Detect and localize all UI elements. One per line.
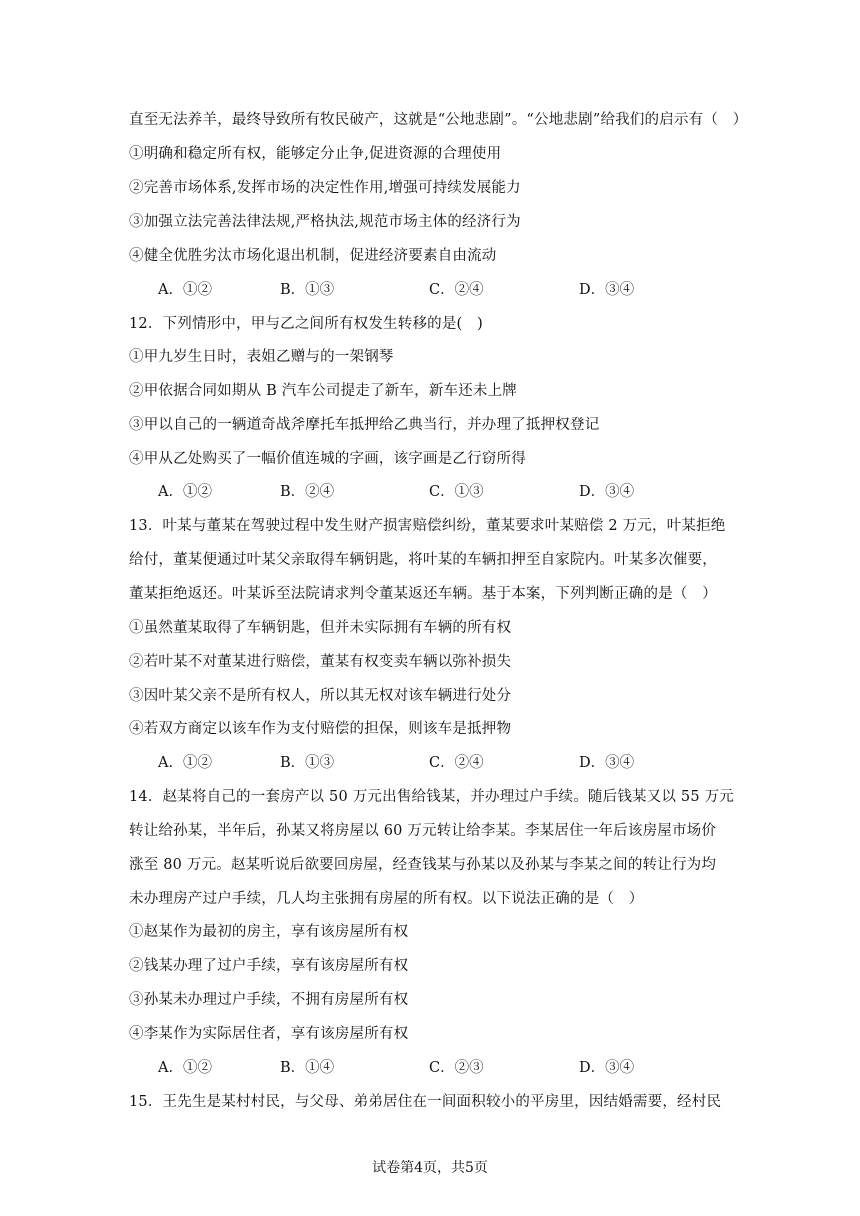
q13-statement-2: ②若叶某不对董某进行赔偿，董某有权变卖车辆以弥补损失: [129, 654, 512, 670]
option-d[interactable]: D．③④: [579, 755, 635, 771]
q13-statement-1: ①虽然董某取得了车辆钥匙，但并未实际拥有车辆的所有权: [129, 620, 512, 636]
option-c[interactable]: C．②④: [429, 755, 484, 771]
q14-stem-1: 14．赵某将自己的一套房产以 50 万元出售给钱某，并办理过户手续。随后钱某又以 55 万元: [129, 789, 734, 805]
q11-statement-3: ③加强立法完善法律法规,严格执法,规范市场主体的经济行为: [129, 214, 521, 230]
option-c[interactable]: C．①③: [429, 484, 484, 500]
q12-statement-3: ③甲以自己的一辆道奇战斧摩托车抵押给乙典当行，并办理了抵押权登记: [129, 417, 600, 433]
option-d[interactable]: D．③④: [579, 282, 635, 298]
q14-stem-3: 涨至 80 万元。赵某听说后欲要回房屋，经查钱某与孙某以及孙某与李某之间的转让行为均: [129, 857, 717, 873]
q14-statement-1: ①赵某作为最初的房主，享有该房屋所有权: [129, 924, 409, 940]
q14-statement-2: ②钱某办理了过户手续，享有该房屋所有权: [129, 958, 409, 974]
option-c[interactable]: C．②③: [429, 1060, 484, 1076]
q13-stem-1: 13．叶某与董某在驾驶过程中发生财产损害赔偿纠纷，董某要求叶某赔偿 2 万元，叶某拒绝: [129, 518, 726, 534]
q11-statement-1: ①明确和稳定所有权，能够定分止争,促进资源的合理使用: [129, 146, 502, 162]
q14-statement-3: ③孙某未办理过户手续，不拥有房屋所有权: [129, 992, 409, 1008]
option-c[interactable]: C．②④: [429, 282, 484, 298]
q13-stem-3: 董某拒绝返还。叶某诉至法院请求判令董某返还车辆。基于本案，下列判断正确的是（ ）: [129, 586, 717, 602]
option-a[interactable]: A．①②: [158, 755, 212, 771]
q12-statement-1: ①甲九岁生日时，表姐乙赠与的一架钢琴: [129, 349, 394, 365]
q13-statement-3: ③因叶某父亲不是所有权人，所以其无权对该车辆进行处分: [129, 688, 512, 704]
option-b[interactable]: B．①③: [280, 282, 335, 298]
q15-stem-1: 15．王先生是某村村民，与父母、弟弟居住在一间面积较小的平房里，因结婚需要，经村民: [129, 1094, 722, 1110]
option-d[interactable]: D．③④: [579, 1060, 635, 1076]
option-b[interactable]: B．①④: [280, 1060, 335, 1076]
q13-statement-4: ④若双方商定以该车作为支付赔偿的担保，则该车是抵押物: [129, 721, 512, 737]
option-b[interactable]: B．①③: [280, 755, 335, 771]
q13-stem-2: 给付，董某便通过叶某父亲取得车辆钥匙，将叶某的车辆扣押至自家院内。叶某多次催要，: [129, 552, 717, 568]
q11-stem-end: 直至无法养羊，最终导致所有牧民破产，这就是“公地悲剧”。“公地悲剧”给我们的启示有（ ）: [129, 112, 748, 128]
q14-statement-4: ④李某作为实际居住者，享有该房屋所有权: [129, 1026, 409, 1042]
option-a[interactable]: A．①②: [158, 282, 212, 298]
page-footer: 试卷第4页，共5页: [372, 1160, 488, 1176]
option-b[interactable]: B．②④: [280, 484, 335, 500]
q14-stem-2: 转让给孙某，半年后，孙某又将房屋以 60 万元转让给李某。李某居住一年后该房屋市场价: [129, 823, 717, 839]
q11-statement-4: ④健全优胜劣汰市场化退出机制，促进经济要素自由流动: [129, 248, 497, 264]
q14-stem-4: 未办理房产过户手续，几人均主张拥有房屋的所有权。以下说法正确的是（ ）: [129, 891, 644, 907]
q12-statement-2: ②甲依据合同如期从 B 汽车公司提走了新车，新车还未上牌: [129, 383, 517, 399]
q12-stem: 12．下列情形中，甲与乙之间所有权发生转移的是( ): [129, 316, 483, 332]
q12-statement-4: ④甲从乙处购买了一幅价值连城的字画，该字画是乙行窃所得: [129, 451, 526, 467]
q11-statement-2: ②完善市场体系,发挥市场的决定性作用,增强可持续发展能力: [129, 180, 521, 196]
option-a[interactable]: A．①②: [158, 484, 212, 500]
option-d[interactable]: D．③④: [579, 484, 635, 500]
option-a[interactable]: A．①②: [158, 1060, 212, 1076]
